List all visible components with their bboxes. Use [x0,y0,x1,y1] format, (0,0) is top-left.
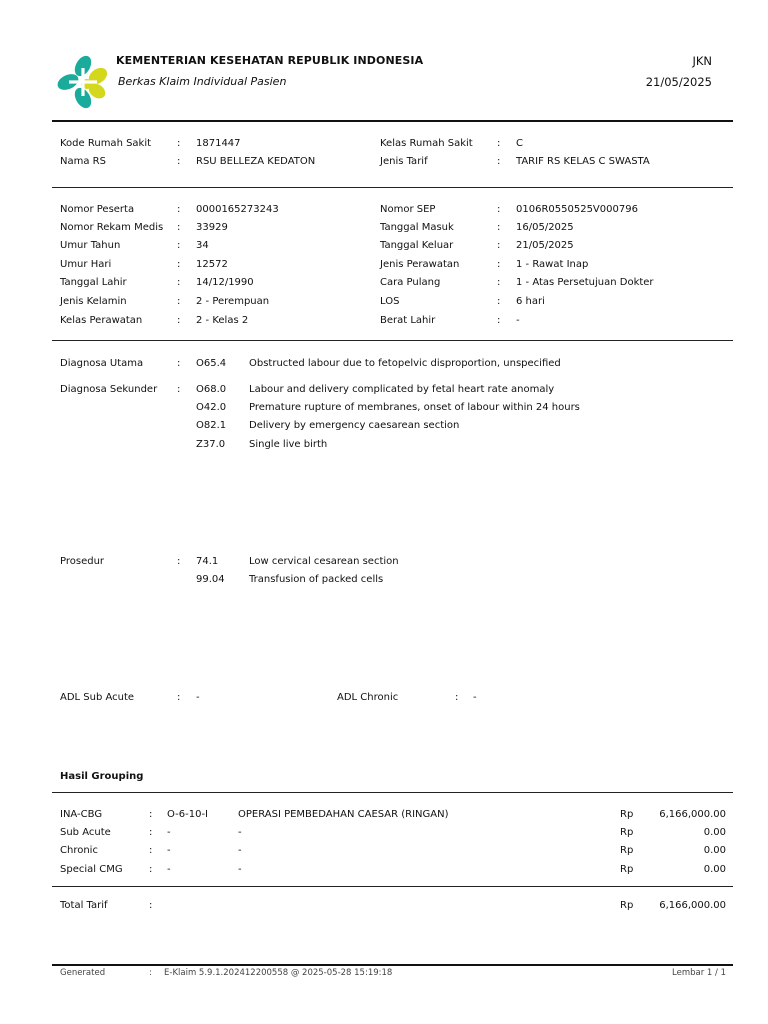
gender-value: 2 - Perempuan [196,296,270,307]
discharge-date-value: 21/05/2025 [516,240,574,251]
org-title: KEMENTERIAN KESEHATAN REPUBLIK INDONESIA [116,54,424,67]
grouping-row-code: - [167,864,171,875]
colon: : [177,315,181,326]
grouping-row-label: Chronic [60,845,98,856]
colon: : [177,138,181,149]
hospital-name-label: Nama RS [60,156,106,167]
grouping-row-desc: - [238,827,242,838]
care-class-label: Kelas Perawatan [60,315,143,326]
procedure-desc: Low cervical cesarean section [249,556,399,567]
hospital-name-value: RSU BELLEZA KEDATON [196,156,316,167]
colon: : [177,222,181,233]
secondary-diagnosis-label: Diagnosa Sekunder [60,384,158,395]
age-days-value: 12572 [196,259,228,270]
grouping-row-label: Special CMG [60,864,123,875]
colon: : [149,900,153,911]
adl-sub-acute-label: ADL Sub Acute [60,692,135,703]
grouping-row-currency: Rp [620,827,634,838]
colon: : [497,204,501,215]
grouping-row-desc: - [238,864,242,875]
gender-label: Jenis Kelamin [60,296,127,307]
participant-number-label: Nomor Peserta [60,204,135,215]
grouping-row-label: INA-CBG [60,809,103,820]
age-days-label: Umur Hari [60,259,112,270]
document-date: 21/05/2025 [645,75,712,89]
los-label: LOS [380,296,400,307]
colon: : [497,156,501,167]
grouping-row-amount: 0.00 [703,845,726,856]
grouping-row-amount: 6,166,000.00 [659,809,726,820]
colon: : [177,259,181,270]
colon: : [497,222,501,233]
generated-value: E-Klaim 5.9.1.202412200558 @ 2025-05-28 15:19:18 [164,968,393,978]
primary-diagnosis-code: O65.4 [196,358,227,369]
sep-number-value: 0106R0550525V000796 [516,204,638,215]
procedure-desc: Transfusion of packed cells [249,574,384,585]
adl-sub-acute-value: - [196,692,200,703]
secondary-diagnosis-desc: Premature rupture of membranes, onset of labour within 24 hours [249,402,580,413]
tariff-type-label: Jenis Tarif [380,156,428,167]
secondary-diagnosis-desc: Single live birth [249,439,328,450]
colon: : [497,240,501,251]
age-years-label: Umur Tahun [60,240,121,251]
grouping-total-divider [52,886,733,887]
grouping-row-code: - [167,845,171,856]
secondary-diagnosis-desc: Delivery by emergency caesarean section [249,420,460,431]
los-value: 6 hari [516,296,545,307]
total-label: Total Tarif [60,900,108,911]
grouping-row-currency: Rp [620,845,634,856]
colon: : [177,277,181,288]
secondary-diagnosis-desc: Labour and delivery complicated by fetal heart rate anomaly [249,384,555,395]
grouping-row-amount: 0.00 [703,864,726,875]
colon: : [177,204,181,215]
colon: : [149,809,153,820]
colon: : [455,692,459,703]
colon: : [177,358,181,369]
discharge-method-value: 1 - Atas Persetujuan Dokter [516,277,654,288]
birth-weight-label: Berat Lahir [380,315,436,326]
procedure-code: 74.1 [196,556,219,567]
primary-diagnosis-desc: Obstructed labour due to fetopelvic disproportion, unspecified [249,358,561,369]
colon: : [497,277,501,288]
colon: : [149,827,153,838]
adl-chronic-label: ADL Chronic [337,692,399,703]
grouping-row-amount: 0.00 [703,827,726,838]
colon: : [149,845,153,856]
admission-date-value: 16/05/2025 [516,222,574,233]
total-amount: 6,166,000.00 [659,900,726,911]
total-currency: Rp [620,900,634,911]
hospital-code-label: Kode Rumah Sakit [60,138,152,149]
colon: : [497,138,501,149]
grouping-row-code: O-6-10-I [167,809,209,820]
birth-weight-value: - [516,315,520,326]
procedure-code: 99.04 [196,574,225,585]
procedure-label: Prosedur [60,556,105,567]
discharge-date-label: Tanggal Keluar [380,240,454,251]
footer-divider [52,964,733,966]
grouping-row-desc: - [238,845,242,856]
adl-chronic-value: - [473,692,477,703]
section-divider [52,340,733,341]
colon: : [177,384,181,395]
secondary-diagnosis-code: O82.1 [196,420,227,431]
kemenkes-logo [55,53,111,111]
hospital-class-label: Kelas Rumah Sakit [380,138,473,149]
colon: : [497,259,501,270]
primary-diagnosis-label: Diagnosa Utama [60,358,144,369]
secondary-diagnosis-code: O68.0 [196,384,227,395]
document-subtitle: Berkas Klaim Individual Pasien [118,75,287,88]
page-number: Lembar 1 / 1 [672,968,726,978]
care-class-value: 2 - Kelas 2 [196,315,249,326]
birth-date-value: 14/12/1990 [196,277,254,288]
birth-date-label: Tanggal Lahir [60,277,127,288]
grouping-row-code: - [167,827,171,838]
grouping-row-desc: OPERASI PEMBEDAHAN CAESAR (RINGAN) [238,809,449,820]
hospital-code-value: 1871447 [196,138,241,149]
colon: : [177,156,181,167]
generated-label: Generated [60,968,106,978]
care-type-label: Jenis Perawatan [380,259,460,270]
medical-record-value: 33929 [196,222,228,233]
tariff-type-value: TARIF RS KELAS C SWASTA [516,156,650,167]
colon: : [497,296,501,307]
admission-date-label: Tanggal Masuk [380,222,454,233]
colon: : [497,315,501,326]
grouping-row-currency: Rp [620,864,634,875]
grouping-row-label: Sub Acute [60,827,111,838]
grouping-row-currency: Rp [620,809,634,820]
colon: : [177,556,181,567]
colon: : [177,240,181,251]
colon: : [149,864,153,875]
sep-number-label: Nomor SEP [380,204,436,215]
program-label: JKN [692,54,712,68]
secondary-diagnosis-code: O42.0 [196,402,227,413]
discharge-method-label: Cara Pulang [380,277,441,288]
secondary-diagnosis-code: Z37.0 [196,439,226,450]
grouping-title: Hasil Grouping [60,771,144,782]
colon: : [149,968,152,978]
colon: : [177,296,181,307]
colon: : [177,692,181,703]
hospital-class-value: C [516,138,523,149]
grouping-top-divider [52,792,733,793]
age-years-value: 34 [196,240,209,251]
medical-record-label: Nomor Rekam Medis [60,222,164,233]
section-divider [52,187,733,188]
care-type-value: 1 - Rawat Inap [516,259,589,270]
participant-number-value: 0000165273243 [196,204,279,215]
header-divider [52,120,733,122]
